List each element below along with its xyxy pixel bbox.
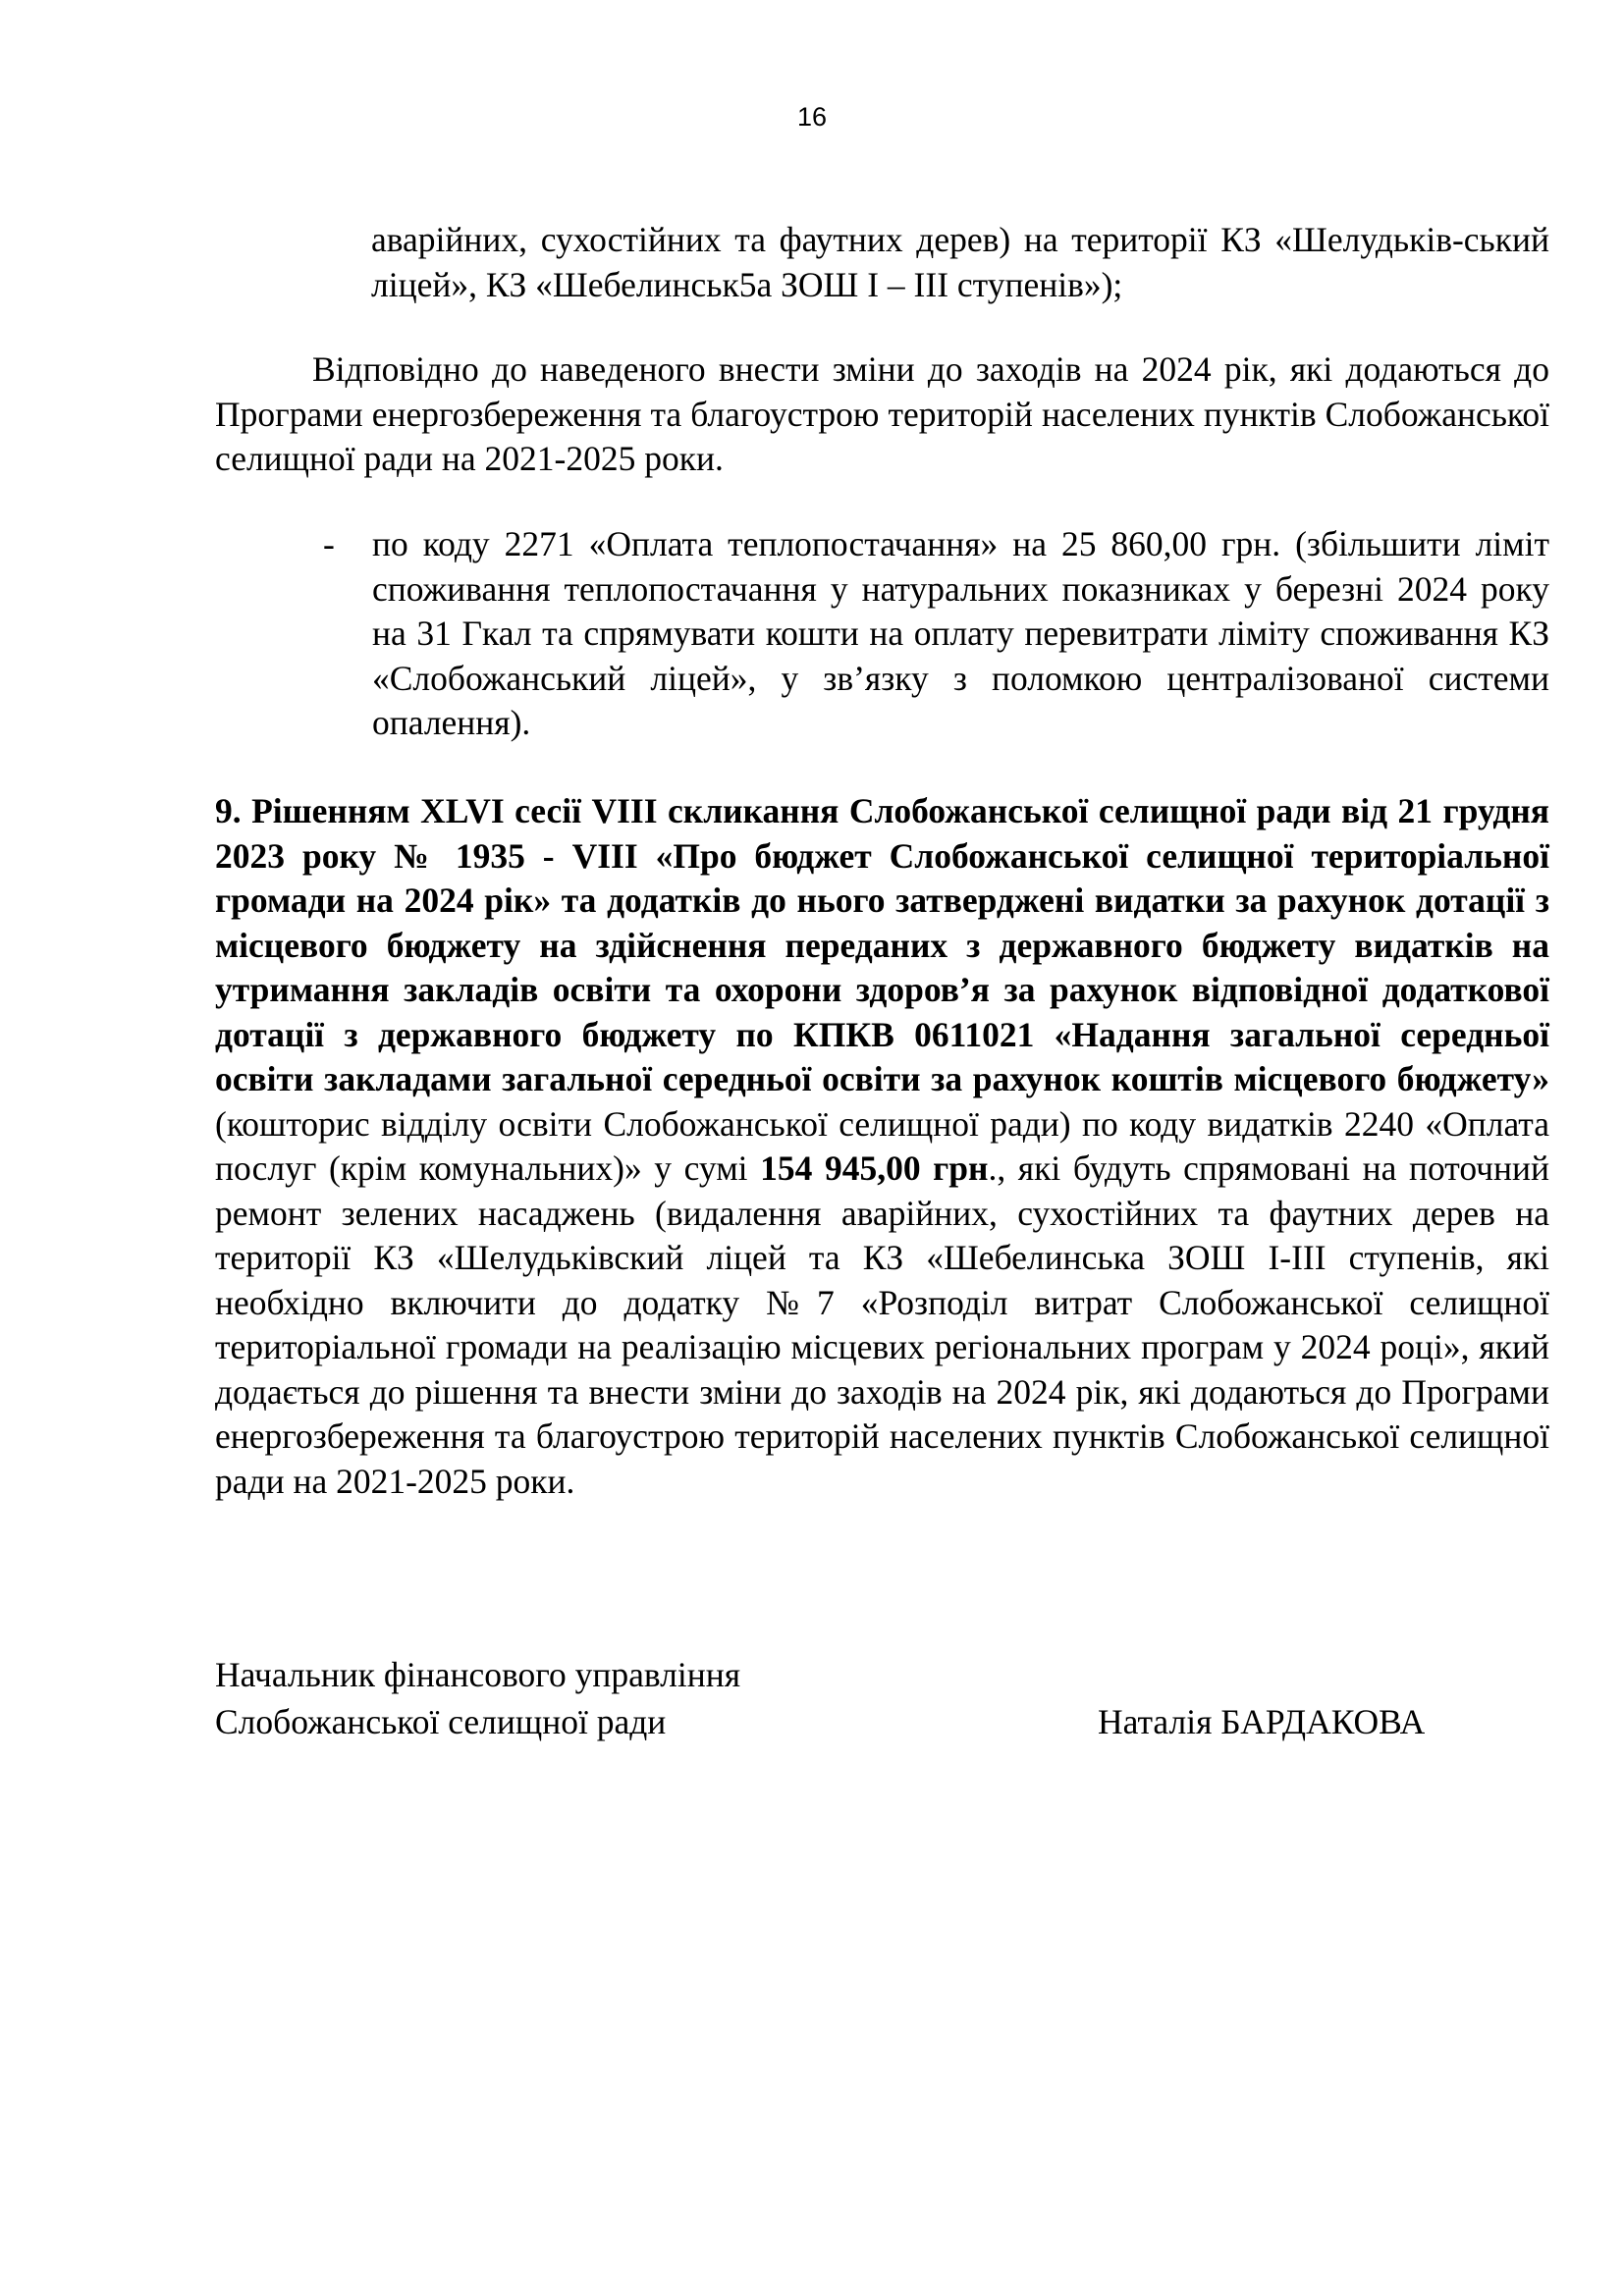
item-nine-amount: 154 945,00 грн xyxy=(760,1148,989,1188)
bullet-text: по коду 2271 «Оплата теплопостачання» на 25 860,00 грн. (збільшити ліміт споживання теплопостачання у натуральних показниках у березні 2024 року на 31 Гкал та спрямувати кошти на оплату перевитрати ліміту споживання КЗ «Слобожанський ліцей», у зв’язку з поломкою централізованої системи опалення). xyxy=(372,524,1549,742)
signature-position-line1: Начальник фінансового управління xyxy=(215,1655,741,1694)
bullet-item xyxy=(323,522,1549,746)
continuation-paragraph: аварійних, сухостійних та фаутних дерев) на території КЗ «Шелудьків-ський ліцей», КЗ «Шебелинськ5а ЗОШ І – ІІІ ступенів»); xyxy=(371,220,1549,304)
changes-paragraph: Відповідно до наведеного внести зміни до заходів на 2024 рік, які додаються до Програми енергозбереження та благоустрою територій населених пунктів Слобожанської селищної ради на 2021-2025 роки. xyxy=(215,349,1549,478)
item-nine-bold-intro: 9. Рішенням XLVI сесії VIII скликання Слобожанської селищної ради від 21 грудня 2023 року № 1935 - VIII «Про бюджет Слобожанської селищної територіальної громади на 2024 рік» та додатків до нього затверджені видатки за рахунок дотації з місцевого бюджету на здійснення переданих з державного бюджету видатків на утримання закладів освіти та охорони здоров’я за рахунок відповідної додаткової дотації з державного бюджету по КПКВ 0611021 «Надання загальної середньої освіти закладами загальної середньої освіти за рахунок коштів місцевого бюджету» xyxy=(215,791,1549,1098)
signature-line-1 xyxy=(215,1651,1549,1698)
signature-position-line2: Слобожанської селищної ради xyxy=(215,1702,667,1741)
signature-name: Наталія БАРДАКОВА xyxy=(1098,1702,1426,1741)
signature-line-2 xyxy=(215,1698,1549,1745)
signature-block xyxy=(215,1651,1549,1745)
page-number: 16 xyxy=(796,102,828,132)
item-nine-paragraph xyxy=(215,789,1549,1504)
item-nine-text-mid: (кошторис відділу освіти Слобожанської селищної ради) по коду видатків 2240 «Оплата послуг (крім комунальних)» у сумі xyxy=(215,1103,1549,1188)
item-nine-text-end: ., які будуть спрямовані на поточний ремонт зелених насаджень (видалення аварійних, сухостійних та фаутних дерев на території КЗ «Шелудьківский ліцей та КЗ «Шебелинська ЗОШ І-ІІІ ступенів, які необхідно включити до додатку №7 «Розподіл витрат Слобожанської селищної територіальної громади на реалізацію місцевих регіональних програм у 2024 році», який додається до рішення та внести зміни до заходів на 2024 рік, які додаються до Програми енергозбереження та благоустрою територій населених пунктів Слобожанської селищної ради на 2021-2025 роки. xyxy=(215,1148,1550,1501)
bullet-marker: - xyxy=(323,524,335,563)
